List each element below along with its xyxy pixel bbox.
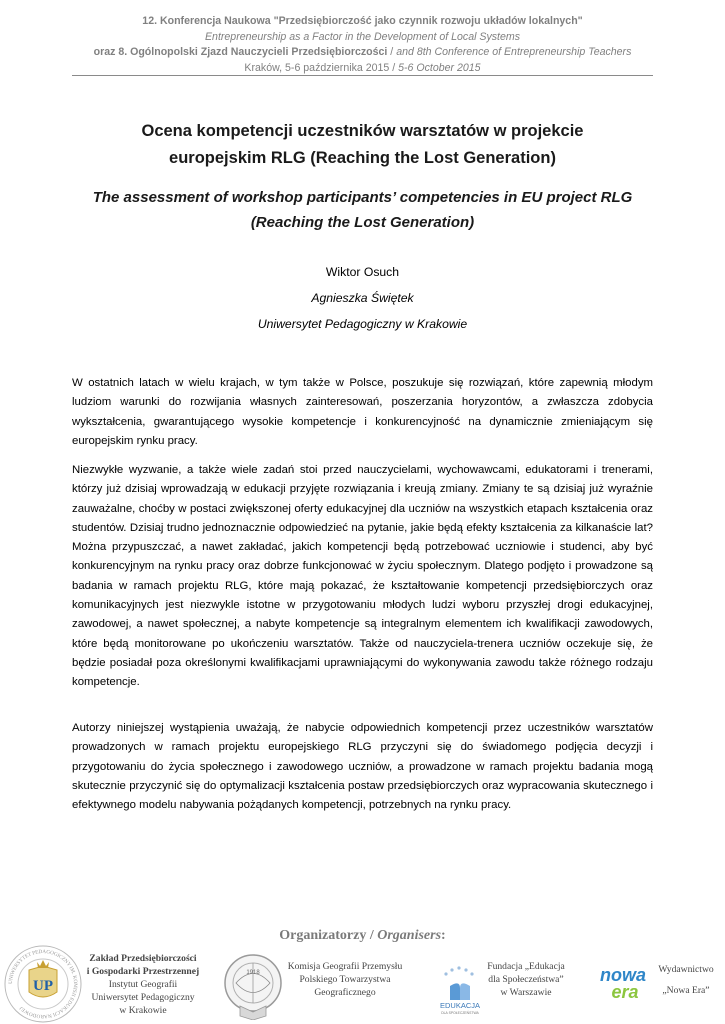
ptg-badge-year: 1918 — [246, 970, 260, 976]
book-left-icon — [450, 983, 460, 1000]
title-polish-line-1: Ocena kompetencji uczestników warsztatów w projekcie — [141, 122, 584, 140]
nowa-era-organiser-text — [650, 963, 722, 997]
up-monogram: UP — [33, 978, 53, 994]
title-polish-line-2: europejskim RLG (Reaching the Lost Generation) — [169, 149, 556, 167]
ptg-line-2: Polskiego Towarzystwa — [299, 974, 391, 985]
organisers-heading — [0, 928, 725, 944]
header-line-3-sep: / — [387, 46, 397, 58]
up-crown-icon — [37, 960, 49, 968]
paragraph-1: W ostatnich latach w wielu krajach, w tym także w Polsce, poszukuje się rozwiązań, które zapewnią młodym ludziom warunki do rozwijania własnych zainteresowań, poszerzania horyzontów, a zwłaszcza zdobycia wykształcenia, gwarantującego wysokie kompetencje i konkurencyjność na dynamicznie zmieniającym się europejskim rynku pracy. — [72, 377, 653, 447]
title-english — [60, 185, 665, 235]
organisers-label-en: Organisers — [377, 928, 442, 943]
up-line-4: Uniwersytet Pedagogiczny — [91, 992, 195, 1003]
title-polish — [60, 118, 665, 172]
author-1: Wiktor Osuch — [325, 265, 400, 279]
header-line-2: Entrepreneurship as a Factor in the Development of Local Systems — [204, 30, 521, 43]
ptg-line-1: Komisja Geografii Przemysłu — [287, 961, 403, 972]
organisers-label-pl: Organizatorzy — [279, 928, 367, 943]
header-divider — [72, 75, 653, 76]
fundacja-line-3: w Warszawie — [500, 987, 552, 998]
up-organiser-text — [84, 952, 202, 1017]
nowa-era-line-2: „Nowa Era” — [662, 985, 710, 996]
paragraph-2: Niezwykłe wyzwanie, a także wiele zadań stoi przed nauczycielami, wychowawcami, edukatorami i trenerami, którzy już dzisiaj wprowadzają w edukacji przyjęte rozwiązania i kreują zmiany. Zmiany te są dzisiaj już wyraźnie zauważalne, choćby w postaci zwiększonej oferty edukacyjnej dla uczniów na wszystkich etapach kształcenia oraz studentów. Dzisiaj trudno jednoznacznie odpowiedzieć na pytanie, jakie będą efekty kształcenia za kilkanaście lat? Można przypuszczać, a nawet zakładać, jakich kompetencji będą potrzebować uczniowie i studenci, aby być konkurencyjnym na rynku pracy oraz dobrze funkcjonować w życiu społecznym. Dlatego podjęto i prowadzone są badania w ramach projektu RLG, które mają pokazać, że kształtowanie kompetencji przedsiębiorczych oraz komunikacyjnych jest niezwykle istotne w przygotowaniu młodych ludzi wyboru przyszłej drogi edukacyjnej, zawodowej, a nawet społecznej, a nabyte kompetencje są integralnym elementem ich kwalifikacji zawodowych, które będą monitorowane po ukończeniu warsztatów. Także od nauczyciela-trenera uczniów oczekuje się, że będzie posiadał poza określonymi kwalifikacjami uprawniającymi do wykonywania zawodu także różnego rodzaju kompetencje. — [72, 464, 653, 689]
conference-header — [0, 14, 725, 76]
ptg-badge-logo — [222, 950, 284, 1020]
header-line-1: 12. Konferencja Naukowa "Przedsiębiorczość jako czynnik rozwoju układów lokalnych" — [142, 15, 583, 27]
header-line-4-en: 5-6 October 2015 — [398, 61, 481, 74]
paragraph-3: Autorzy niniejszej wystąpienia uważają, że nabycie odpowiednich kompetencji przez uczestników warsztatów prowadzonych w ramach projektu europejskiego RLG przyczyni się do świadomego podjęcia decyzji i przygotowaniu do życia społecznego i zawodowego uczniów, a prowadzone w ramach projektu badania mogą skutecznie przyczynić się do optymalizacji kształcenia postaw przedsiębiorczych oraz wypracowania skutecznego i efektywnego modelu nabywania pożądanych kompetencji, potrzebnych na rynku pracy. — [72, 722, 653, 812]
author-2: Agnieszka Świętek — [311, 291, 414, 305]
title-english-line-2: (Reaching the Lost Generation) — [250, 214, 475, 231]
header-line-4-sep: / — [389, 61, 399, 74]
edukacja-logo-word: EDUKACJA — [439, 1001, 481, 1010]
header-line-3-pl: oraz 8. Ogólnopolski Zjazd Nauczycieli Przedsiębiorczości — [93, 46, 388, 58]
affiliation: Uniwersytet Pedagogiczny w Krakowie — [257, 317, 468, 331]
title-english-line-1: The assessment of workshop participants’ competencies in EU project RLG — [92, 189, 633, 206]
header-line-4 — [0, 61, 725, 77]
edukacja-logo-sub: DLA SPOŁECZEŃSTWA — [441, 1011, 479, 1015]
nowa-era-logo-bottom: era — [611, 982, 639, 1002]
up-seal-logo — [3, 944, 83, 1024]
header-line-4-pl: Kraków, 5-6 października 2015 — [244, 61, 390, 74]
organisers-sep: / — [366, 928, 378, 943]
fundacja-organiser-text — [480, 960, 572, 999]
ptg-line-3: Geograficznego — [314, 987, 376, 998]
fundacja-line-1: Fundacja „Edukacja — [487, 961, 565, 972]
nowa-era-line-1: Wydawnictwo — [658, 964, 714, 975]
up-line-1: Zakład Przedsiębiorczości — [89, 953, 197, 964]
organisers-colon: : — [441, 928, 446, 943]
nowa-era-logo — [595, 964, 651, 1004]
up-seal-ring-text: UNIWERSYTET PEDAGOGICZNY IM. KOMISJI EDUKACJI NARODOWEJ — [7, 948, 79, 1020]
nowa-era-logo-top: nowa — [599, 965, 647, 985]
up-line-5: w Krakowie — [119, 1005, 167, 1016]
up-line-2: i Gospodarki Przestrzennej — [86, 966, 200, 977]
ptg-organiser-text — [282, 960, 408, 999]
header-line-3-en: and 8th Conference of Entrepreneurship Teachers — [396, 46, 632, 58]
up-line-3: Instytut Geografii — [108, 979, 178, 990]
header-line-3 — [0, 45, 725, 61]
fundacja-line-2: dla Społeczeństwa” — [488, 974, 564, 985]
book-right-icon — [460, 983, 470, 1000]
